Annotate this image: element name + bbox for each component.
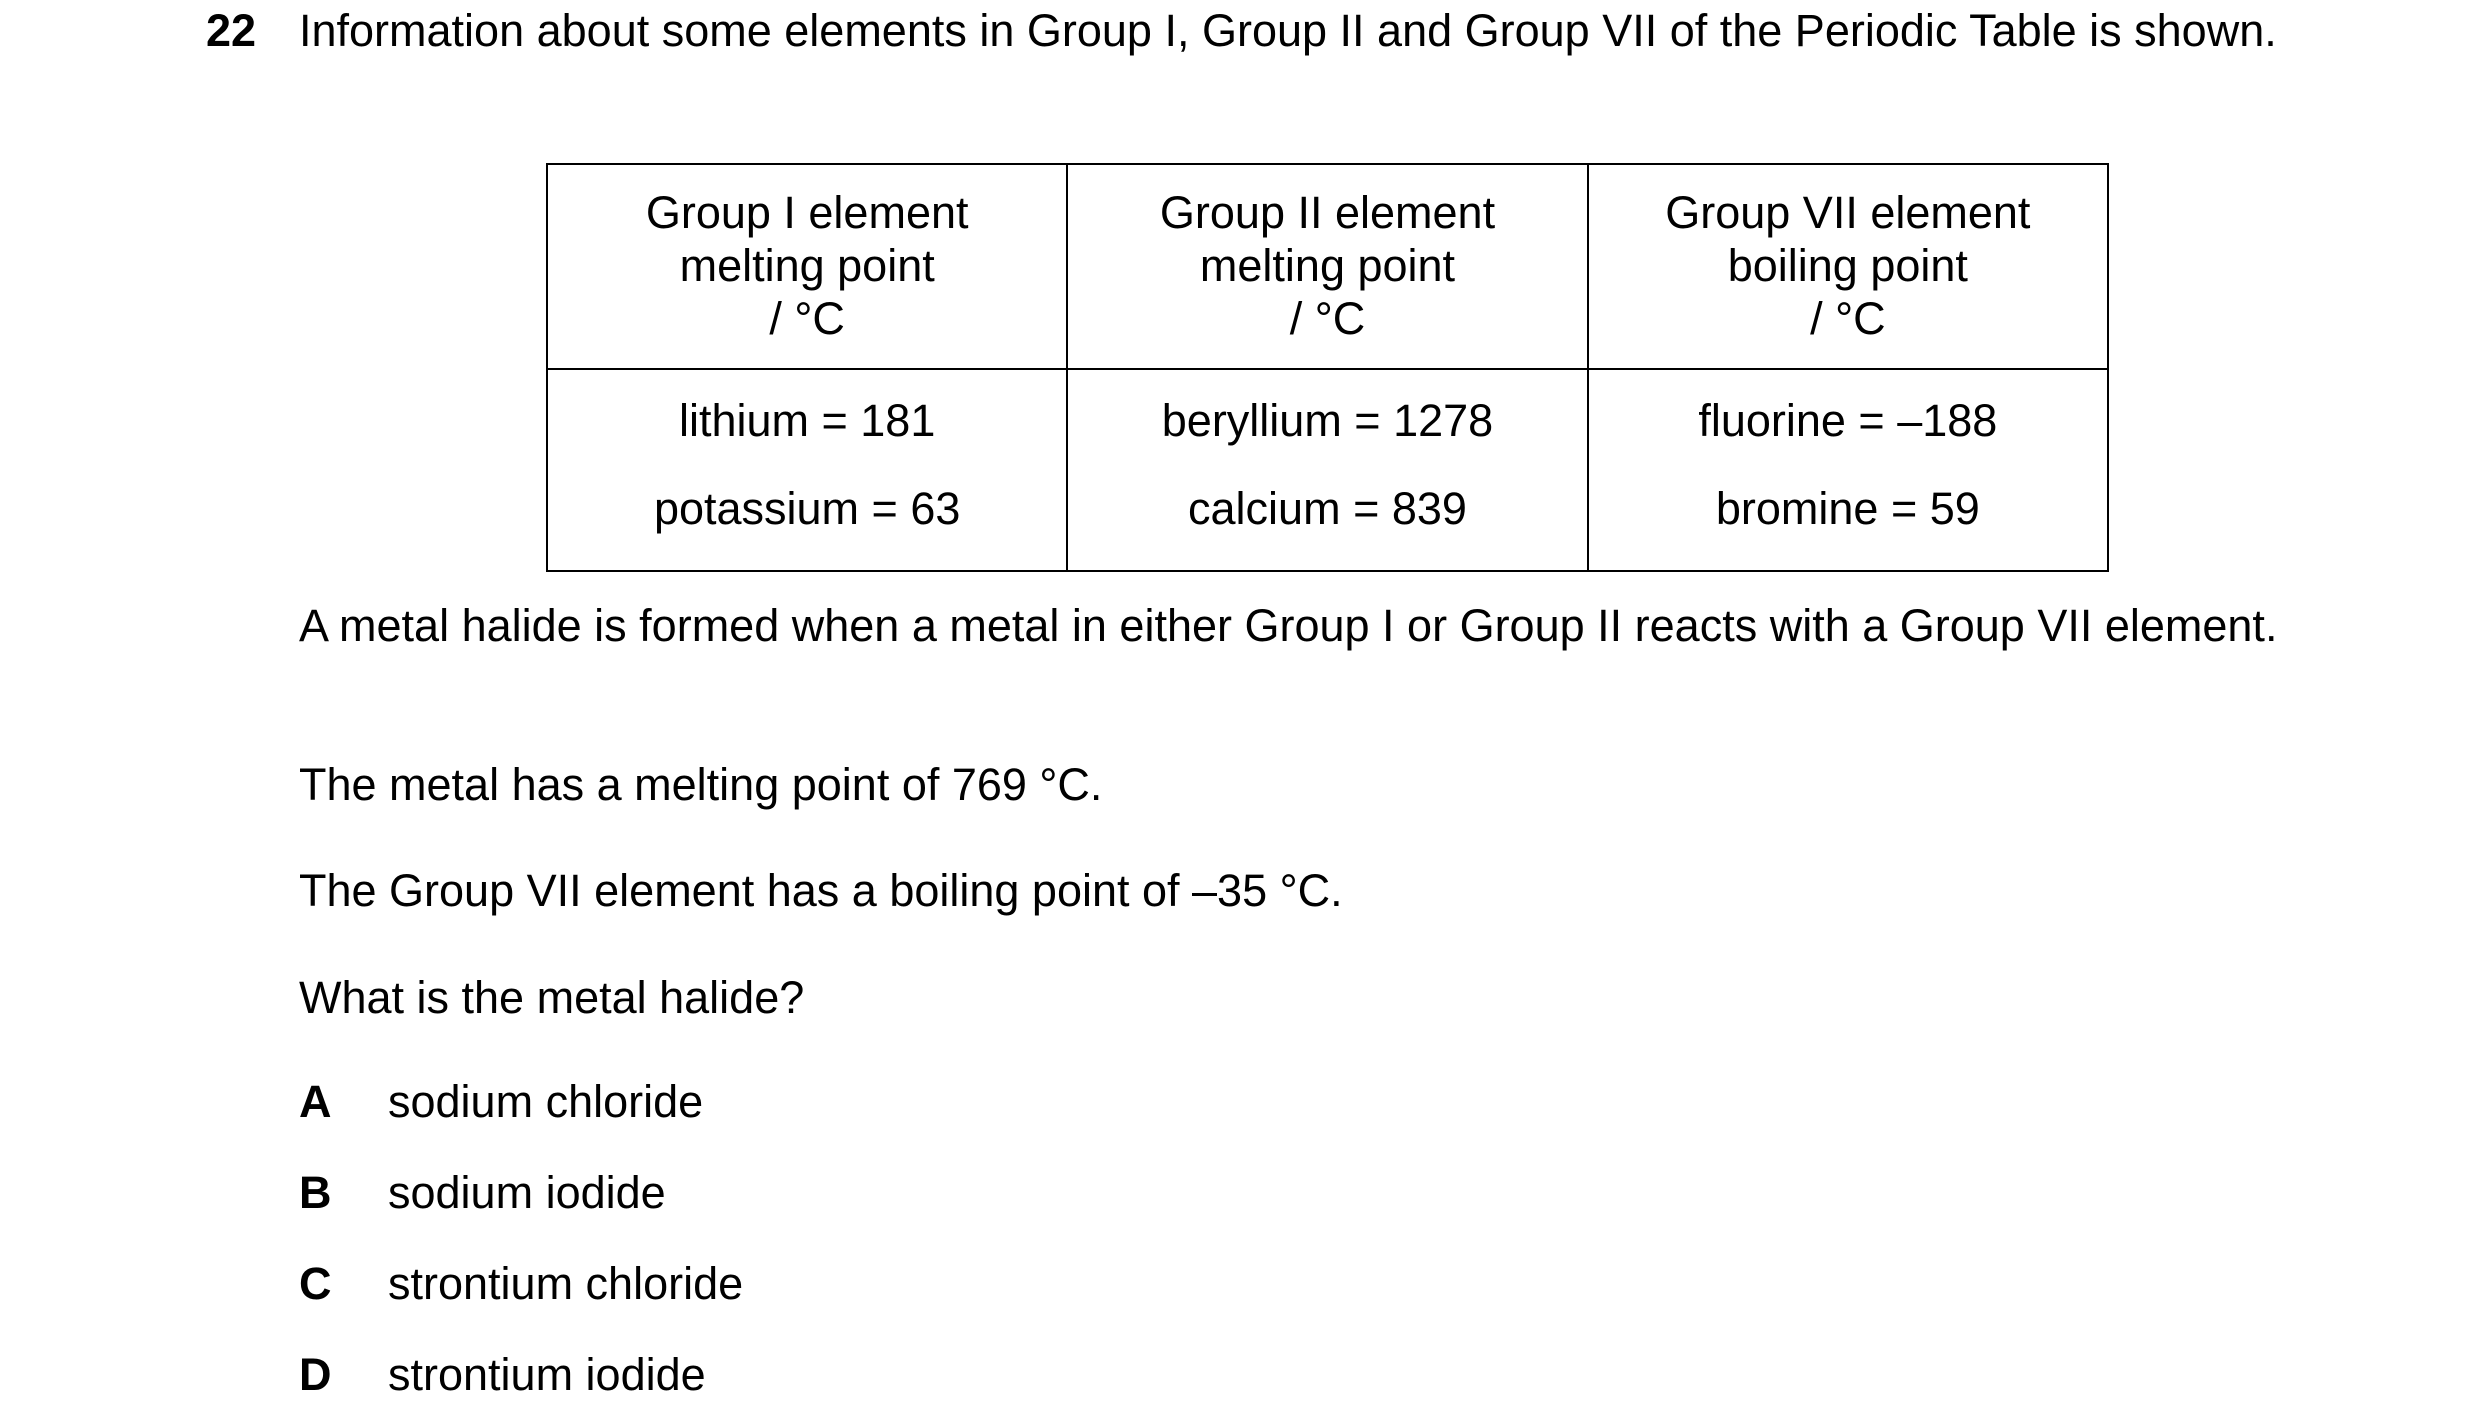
option-text: strontium iodide bbox=[388, 1349, 706, 1400]
header-line: Group I element bbox=[645, 187, 969, 238]
header-line: / °C bbox=[769, 293, 845, 344]
header-line: melting point bbox=[679, 240, 935, 291]
header-line: Group VII element bbox=[1665, 187, 2031, 238]
question-stem: Information about some elements in Group I, Group II and Group VII of the Periodic Table is shown. bbox=[299, 5, 2277, 56]
cell-group-vii-values bbox=[1588, 369, 2108, 571]
element-data-table bbox=[546, 163, 2109, 572]
cell-group-ii-values bbox=[1067, 369, 1587, 571]
header-line: / °C bbox=[1289, 293, 1366, 344]
option-letter: B bbox=[299, 1167, 332, 1218]
table-cell-value: lithium = 181 bbox=[678, 395, 936, 446]
option-letter: D bbox=[299, 1349, 332, 1400]
header-group-ii bbox=[1067, 164, 1587, 369]
header-group-i bbox=[547, 164, 1067, 369]
cell-group-i-values bbox=[547, 369, 1067, 571]
header-line: melting point bbox=[1199, 240, 1456, 291]
option-text: sodium iodide bbox=[388, 1167, 666, 1218]
header-line: / °C bbox=[1810, 293, 1886, 344]
paragraph-metal-melting-point: The metal has a melting point of 769 °C. bbox=[299, 759, 1103, 810]
option-letter: C bbox=[299, 1258, 332, 1309]
table-row bbox=[547, 369, 2108, 571]
paragraph-group-vii-boiling-point: The Group VII element has a boiling point of –35 °C. bbox=[299, 865, 1343, 916]
option-text: strontium chloride bbox=[388, 1258, 744, 1309]
header-line: Group II element bbox=[1159, 187, 1496, 238]
table-cell-value: beryllium = 1278 bbox=[1161, 395, 1494, 446]
question-number: 22 bbox=[206, 5, 257, 56]
header-line: boiling point bbox=[1727, 240, 1968, 291]
table-cell-value: potassium = 63 bbox=[653, 483, 961, 534]
table-header-row bbox=[547, 164, 2108, 369]
option-text: sodium chloride bbox=[388, 1076, 704, 1127]
table-cell-value: calcium = 839 bbox=[1188, 483, 1467, 534]
header-group-vii bbox=[1588, 164, 2108, 369]
table-cell-value: bromine = 59 bbox=[1715, 483, 1980, 534]
option-letter: A bbox=[299, 1076, 332, 1127]
table-cell-value: fluorine = –188 bbox=[1698, 395, 1998, 446]
paragraph-halide-info: A metal halide is formed when a metal in either Group I or Group II reacts with a Group VII element. bbox=[299, 600, 2278, 651]
question-prompt: What is the metal halide? bbox=[299, 972, 805, 1023]
